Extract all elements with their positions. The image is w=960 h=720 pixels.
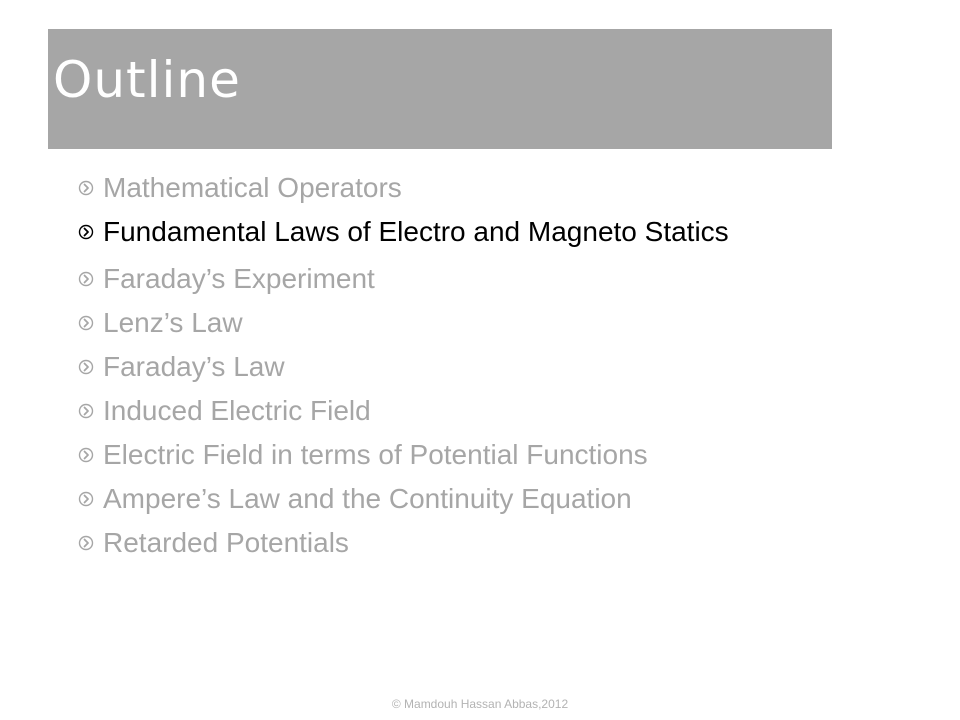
circled-arrow-icon bbox=[78, 180, 94, 196]
outline-item-label: Electric Field in terms of Potential Functions bbox=[103, 439, 648, 470]
outline-item bbox=[78, 349, 798, 384]
slide-title: Outline bbox=[53, 51, 241, 109]
outline-item-label: Lenz’s Law bbox=[103, 307, 243, 338]
title-bar bbox=[48, 29, 832, 149]
circled-arrow-icon bbox=[78, 315, 94, 331]
copyright-footer: © Mamdouh Hassan Abbas,2012 bbox=[391, 697, 569, 711]
outline-item bbox=[78, 261, 798, 296]
outline-item-label: Faraday’s Experiment bbox=[103, 263, 375, 294]
outline-item bbox=[78, 437, 798, 472]
circled-arrow-icon bbox=[78, 447, 94, 463]
outline-list bbox=[78, 170, 798, 569]
outline-item-label: Ampere’s Law and the Continuity Equation bbox=[103, 483, 632, 514]
circled-arrow-icon bbox=[78, 271, 94, 287]
outline-item bbox=[78, 305, 798, 340]
circled-arrow-icon bbox=[78, 359, 94, 375]
circled-arrow-icon bbox=[78, 491, 94, 507]
circled-arrow-icon bbox=[78, 403, 94, 419]
outline-item bbox=[78, 393, 798, 428]
outline-item bbox=[78, 214, 798, 249]
outline-item-label: Faraday’s Law bbox=[103, 351, 285, 382]
outline-item-label: Retarded Potentials bbox=[103, 527, 349, 558]
outline-item-label: Induced Electric Field bbox=[103, 395, 371, 426]
outline-item bbox=[78, 525, 798, 560]
outline-item-label: Fundamental Laws of Electro and Magneto Statics bbox=[103, 216, 729, 247]
circled-arrow-icon bbox=[78, 224, 94, 240]
outline-item bbox=[78, 170, 798, 205]
circled-arrow-icon bbox=[78, 535, 94, 551]
outline-item-label: Mathematical Operators bbox=[103, 172, 402, 203]
outline-item bbox=[78, 481, 798, 516]
